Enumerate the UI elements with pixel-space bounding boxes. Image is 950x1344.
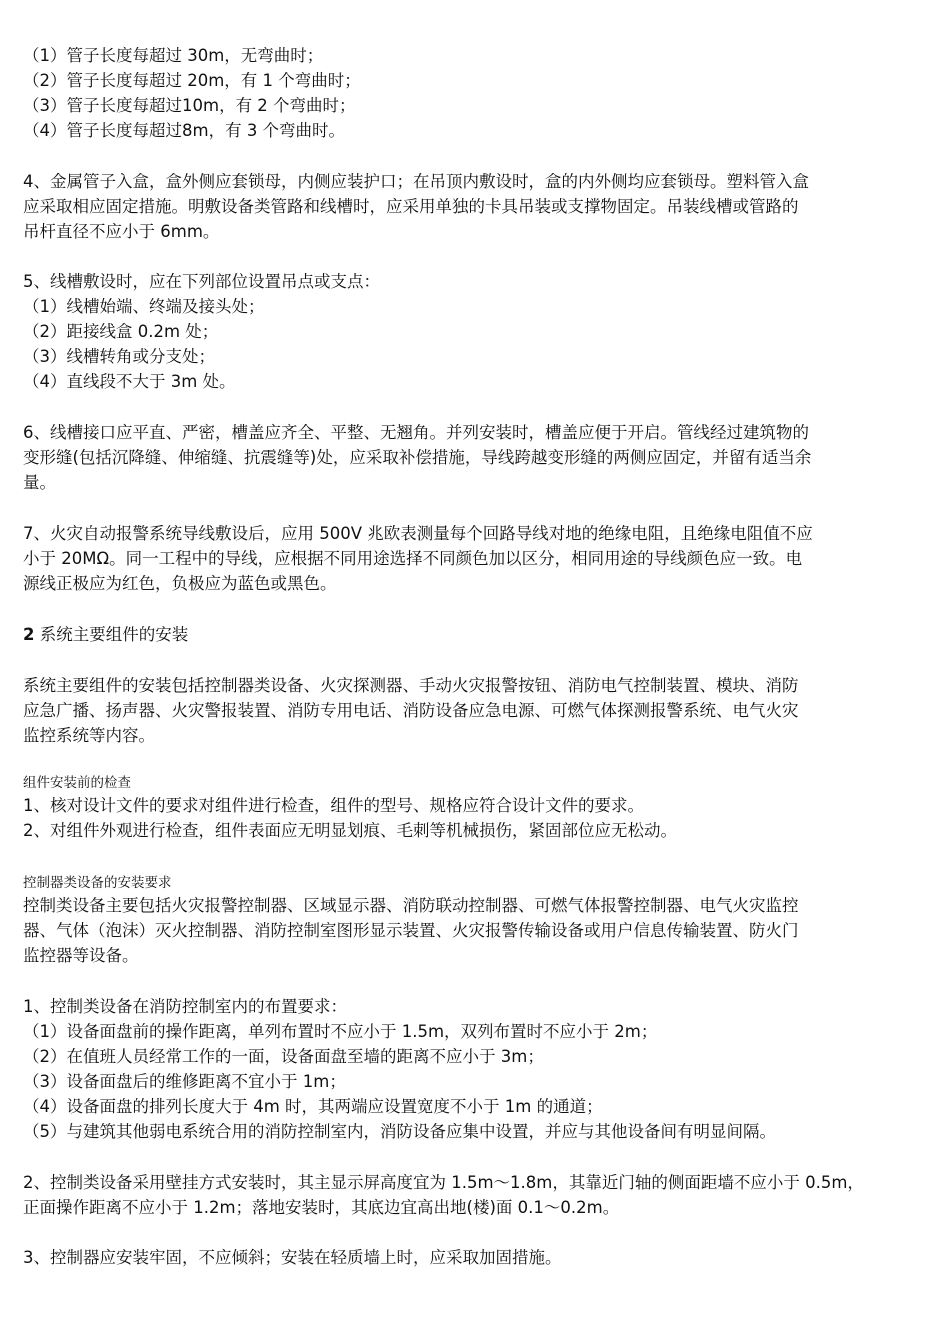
section-number: 2 [23,625,35,644]
subheading: 控制器类设备的安装要求 [23,875,172,891]
text-line: 2、对组件外观进行检查，组件表面应无明显划痕、毛刺等机械损伤，紧固部位应无松动。 [23,821,677,840]
text-line: （3）管子长度每超过10m，有 2 个弯曲时； [23,96,356,115]
text-line: 监控器等设备。 [23,946,139,965]
text-line: （1）管子长度每超过 30m，无弯曲时； [23,46,324,65]
text-line: 5、线槽敷设时，应在下列部位设置吊点或支点： [23,272,380,291]
text-line: 吊杆直径不应小于 6mm。 [23,222,220,241]
text-line: 器、气体（泡沫）灭火控制器、消防控制室图形显示装置、火灾报警传输设备或用户信息传输装置、防火门 [23,921,799,940]
text-line: 控制类设备主要包括火灾报警控制器、区域显示器、消防联动控制器、可燃气体报警控制器、电气火灾监控 [23,896,799,915]
text-line: 量。 [23,473,56,492]
text-line: （3）线槽转角或分支处； [23,347,215,366]
text-line: 监控系统等内容。 [23,726,155,745]
text-line: （1）线槽始端、终端及接头处； [23,297,265,316]
text-line: 6、线槽接口应平直、严密，槽盖应齐全、平整、无翘角。并列安装时，槽盖应便于开启。管线经过建筑物的 [23,423,809,442]
text-line: 正面操作距离不应小于 1.2m；落地安装时，其底边宜高出地(楼)面 0.1～0.2m。 [23,1198,620,1217]
text-line: 应急广播、扬声器、火灾警报装置、消防专用电话、消防设备应急电源、可燃气体探测报警系统、电气火灾 [23,701,799,720]
text-line: 7、火灾自动报警系统导线敷设后，应用 500V 兆欧表测量每个回路导线对地的绝缘电阻，且绝缘电阻值不应 [23,524,813,543]
text-line: 3、控制器应安装牢固，不应倾斜；安装在轻质墙上时，应采取加固措施。 [23,1248,562,1267]
subheading: 组件安装前的检查 [23,775,131,791]
section-heading [23,624,188,646]
text-line: （4）设备面盘的排列长度大于 4m 时，其两端应设置宽度不小于 1m 的通道； [23,1097,603,1116]
text-line: 变形缝(包括沉降缝、伸缩缝、抗震缝等)处，应采取补偿措施，导线跨越变形缝的两侧应固定，并留有适当余 [23,448,812,467]
text-line: 系统主要组件的安装包括控制器类设备、火灾探测器、手动火灾报警按钮、消防电气控制装置、模块、消防 [23,676,799,695]
text-line: （4）管子长度每超过8m，有 3 个弯曲时。 [23,121,346,140]
text-line: 1、控制类设备在消防控制室内的布置要求： [23,997,347,1016]
text-line: （3）设备面盘后的维修距离不宜小于 1m； [23,1072,346,1091]
text-line: 源线正极应为红色，负极应为蓝色或黑色。 [23,574,337,593]
text-line: 应采取相应固定措施。明敷设备类管路和线槽时，应采用单独的卡具吊装或支撑物固定。吊装线槽或管路的 [23,197,799,216]
text-line: （4）直线段不大于 3m 处。 [23,372,236,391]
text-line: （5）与建筑其他弱电系统合用的消防控制室内，消防设备应集中设置，并应与其他设备间有明显间隔。 [23,1122,776,1141]
text-line: 4、金属管子入盒，盒外侧应套锁母，内侧应装护口；在吊顶内敷设时，盒的内外侧均应套锁母。塑料管入盒 [23,172,809,191]
text-line: （2）距接线盒 0.2m 处； [23,322,219,341]
text-line: （2）在值班人员经常工作的一面，设备面盘至墙的距离不应小于 3m； [23,1047,544,1066]
text-line: 2、控制类设备采用壁挂方式安装时，其主显示屏高度宜为 1.5m～1.8m，其靠近门轴的侧面距墙不应小于 0.5m， [23,1173,864,1192]
text-line: （1）设备面盘前的操作距离，单列布置时不应小于 1.5m，双列布置时不应小于 2m； [23,1022,658,1041]
text-line: 1、核对设计文件的要求对组件进行检查，组件的型号、规格应符合设计文件的要求。 [23,796,644,815]
text-line: 小于 20MΩ。同一工程中的导线，应根据不同用途选择不同颜色加以区分，相同用途的导线颜色应一致。电 [23,549,803,568]
text-line: （2）管子长度每超过 20m，有 1 个弯曲时； [23,71,361,90]
section-title: 系统主要组件的安装 [39,625,189,644]
